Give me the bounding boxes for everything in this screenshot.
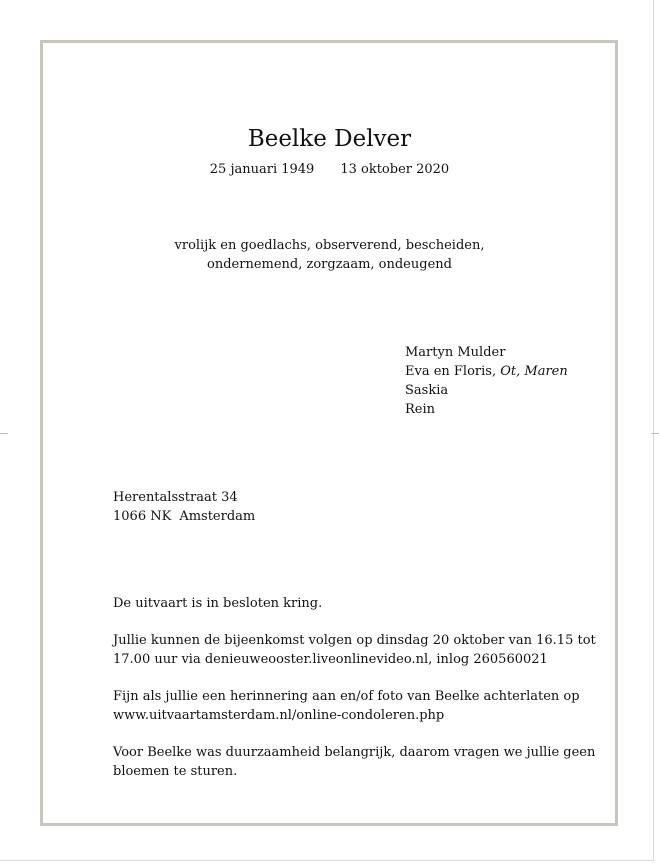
tagline-line-2: ondernemend, zorgzaam, ondeugend bbox=[207, 257, 452, 272]
note-flowers-line-1: Voor Beelke was duurzaamheid belangrijk, daarom vragen we jullie geen bbox=[113, 745, 596, 760]
life-dates bbox=[0, 161, 659, 179]
note-livestream bbox=[113, 631, 596, 669]
crop-mark-right bbox=[651, 433, 659, 434]
note-funeral bbox=[113, 594, 553, 613]
note-condolence bbox=[113, 687, 580, 725]
correspondence-address bbox=[113, 488, 255, 526]
note-flowers bbox=[113, 743, 596, 781]
family-list bbox=[405, 343, 568, 419]
death-date: 13 oktober 2020 bbox=[340, 162, 450, 177]
address-postcode: 1066 NK bbox=[113, 509, 172, 524]
note-funeral-text: De uitvaart is in besloten kring. bbox=[113, 596, 323, 611]
crop-mark-left bbox=[0, 433, 8, 434]
birth-date: 25 januari 1949 bbox=[209, 162, 315, 177]
funeral-notes bbox=[113, 594, 596, 799]
family-member-2-children: Ot, Maren bbox=[500, 364, 568, 379]
note-livestream-line-2: 17.00 uur via denieuweooster.liveonlinevideo.nl, inlog 260560021 bbox=[113, 652, 548, 667]
character-description bbox=[0, 236, 659, 274]
family-member-4: Rein bbox=[405, 402, 436, 417]
note-condolence-line-1: Fijn als jullie een herinnering aan en/of foto van Beelke achterlaten op bbox=[113, 689, 580, 704]
family-member-2 bbox=[405, 362, 568, 381]
family-member-3: Saskia bbox=[405, 383, 449, 398]
deceased-name: Beelke Delver bbox=[247, 126, 412, 152]
note-condolence-line-2: www.uitvaartamsterdam.nl/online-condoleren.php bbox=[113, 708, 445, 723]
family-member-1: Martyn Mulder bbox=[405, 345, 506, 360]
tagline-line-1: vrolijk en goedlachs, observerend, bescheiden, bbox=[174, 238, 485, 253]
family-member-2-names: Eva en Floris, bbox=[405, 364, 497, 379]
address-street: Herentalsstraat 34 bbox=[113, 490, 238, 505]
address-city-line bbox=[113, 507, 255, 526]
note-flowers-line-2: bloemen te sturen. bbox=[113, 764, 238, 779]
address-city: Amsterdam bbox=[179, 509, 256, 524]
note-livestream-line-1: Jullie kunnen de bijeenkomst volgen op dinsdag 20 oktober van 16.15 tot bbox=[113, 633, 596, 648]
